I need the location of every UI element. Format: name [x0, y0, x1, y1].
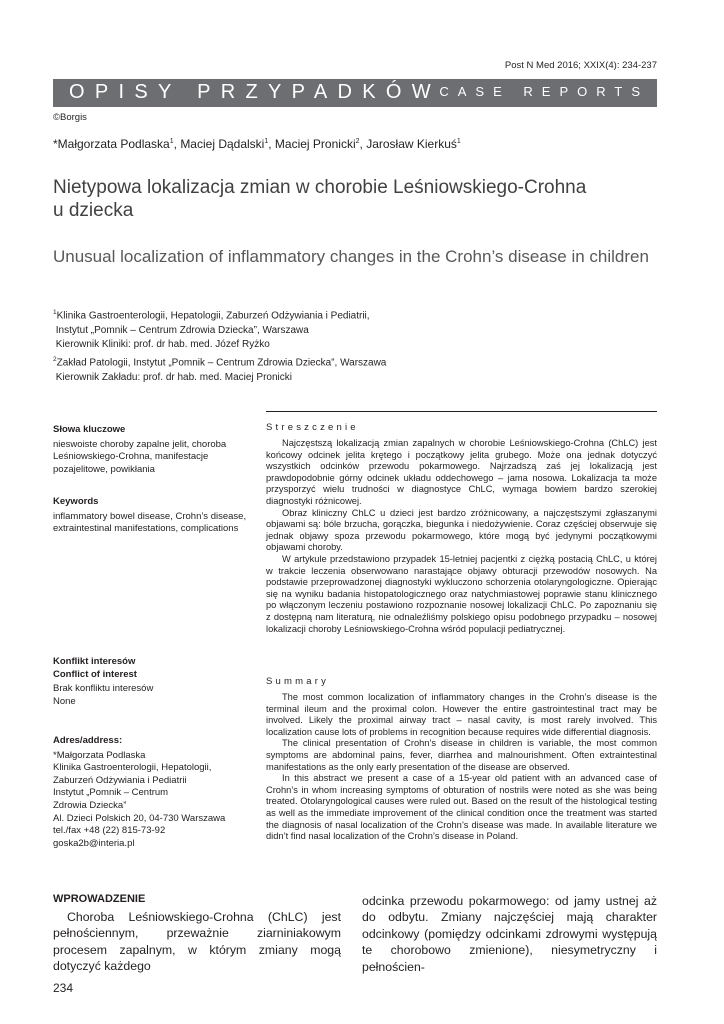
abstract-divider [266, 411, 657, 412]
email-address: goska2b@interia.pl [53, 837, 135, 849]
author-name: *Małgorzata Podlaska [53, 137, 170, 151]
address-heading: Adres/address: [53, 735, 123, 746]
abstract-paragraph: W artykule przedstawiono przypadek 15-letniej pacjentki z ciężką postacią ChLC, u której w trakcie leczenia obserwowano narastające objawy obturacji przewodów nosowych. Na podstawie przeprowadzonej diagnostyki wykluczono schorzenia otolaryngologiczne. Opierając się na wyniku badania histopatologicznego oraz natychmiastowej poprawie stanu klinicznego po włączonym leczeniu postawiono rozpoznanie nosowej lokalizacji ChLC. Po zapoznaniu się z dostępną nam literaturą, nie odnaleźliśmy polskiego opisu podobnego przypadku – nosowej lokalizacji choroby Leśniowskiego-Crohna wśród populacji pediatrycznej. [266, 553, 657, 634]
affiliation-line: Kierownik Kliniki: prof. dr hab. med. Józef Ryżko [55, 339, 270, 351]
summary-body [266, 692, 657, 843]
abstract-paragraph: The clinical presentation of Crohn’s disease in children is variable, the most common symptoms are abdominal pains, fever, diarrhea and malnourishment. Often extraintestinal manifestations as the only early presentation of the disease are observed. [266, 738, 657, 772]
article-title-en: Unusual localization of inflammatory changes in the Crohn’s disease in children [53, 247, 649, 266]
affiliations [53, 306, 386, 385]
conflict-text: None [53, 695, 76, 707]
affiliation-line: $^2$Zakład Patologii, Instytut „Pomnik – Centrum Zdrowia Dziecka”, Warszawa [53, 355, 387, 369]
abstract-paragraph: In this abstract we present a case of a 15-year old patient with an advanced case of Crohn’s in whom increasing symptoms of obturation of nostrils were noted as she was being treated. Otolaryngological causes were ruled out. Based on the result of the histological testing as well as the immediate improvement of the clinical condition once the treatment was started the diagnosis of nasal localization of the Crohn’s disease was made. In available literature we didn’t find nasal localization of the Crohn’s disease in Poland. [266, 773, 657, 842]
section-label-pl: OPISY PRZYPADKÓW [69, 81, 441, 103]
address-line: Klinika Gastroenterologii, Hepatologii, [53, 762, 212, 774]
conflict-heading-pl: Konflikt interesów [53, 656, 136, 667]
correspondence-address [53, 735, 253, 850]
title-pl-line: Nietypowa lokalizacja zmian w chorobie Leśniowskiego-Crohna [53, 177, 587, 198]
abstract-paragraph: Obraz kliniczny ChLC u dzieci jest bardzo zróżnicowany, a najczęstszymi zgłaszanymi objawami są: bóle brzucha, gorączka, biegunka i niedożywienie. Coraz częściej obserwuje się jednak objawy spoza przewodu pokarmowego, które mogą być jedynymi początkowymi objawami choroby. [266, 507, 657, 553]
affiliation-line: Kierownik Zakładu: prof. dr hab. med. Maciej Pronicki [55, 371, 292, 383]
journal-citation: Post N Med 2016; XXIX(4): 234-237 [504, 60, 657, 71]
address-line: Zaburzeń Odżywiania i Pediatrii [53, 774, 187, 786]
author-name: Jarosław Kierkuś [366, 137, 457, 151]
keywords-en-heading: Keywords [53, 496, 99, 507]
keywords-pl-text: nieswoiste choroby zapalne jelit, choroba Leśniowskiego-Crohna, manifestacje pozajelitowe, powikłania [53, 438, 227, 475]
introduction-text-right: odcinka przewodu pokarmowego: od jamy ustnej aż do odbytu. Zmiany najczęściej mają charakter odcinkowy (pomiędzy odcinkami zdrowymi występują te chorobowo zmienione), niesymetryczny i pełnościen- [362, 894, 657, 974]
copyright-notice: ©Borgis [53, 112, 87, 123]
author-name: Maciej Pronicki [274, 137, 356, 151]
conflict-text: Brak konfliktu interesów [53, 683, 154, 695]
keywords-pl-heading: Słowa kluczowe [53, 424, 126, 435]
streszczenie-heading: Streszczenie [266, 422, 359, 433]
address-line: Instytut „Pomnik – Centrum [53, 787, 169, 799]
affiliation-mark: 1 [53, 309, 57, 316]
abstract-paragraph: The most common localization of inflammatory changes in the Crohn’s disease is the terminal ileum and the proximal colon. However the entire gastrointestinal tract may be involved. Likely the proximal airway tract – nasal cavity, is most rarely involved. This localization cause lots of problems in recognition because requires wide differential diagnosis. [266, 692, 657, 737]
streszczenie-body [266, 438, 657, 635]
summary-heading: Summary [266, 676, 330, 687]
article-title-pl [53, 176, 613, 222]
address-line: *Małgorzata Podlaska [53, 749, 146, 761]
keywords-pl [53, 424, 253, 476]
conflict-heading-en: Conflict of interest [53, 668, 137, 680]
address-line: Zdrowia Dziecka” [53, 799, 127, 811]
title-pl-line: u dziecka [53, 200, 134, 221]
introduction-text-left: Choroba Leśniowskiego-Crohna (ChLC) jest pełnościennym, przeważnie ziarniniakowym procesem zapalnym, w którym zmiany mogą dotyczyć każdego [53, 910, 341, 974]
author-affiliation-mark: 1 [169, 138, 174, 145]
author-list: *Małgorzata Podlaska$^1$, Maciej Dądalski$^1$, Maciej Pronicki$^2$, Jarosław Kierkuś$^1$ [53, 137, 461, 151]
introduction-heading: WPROWADZENIE [53, 893, 146, 905]
keywords-en-text: inflammatory bowel disease, Crohn’s disease, extraintestinal manifestations, complications [53, 510, 247, 535]
author-affiliation-mark: 1 [264, 138, 269, 145]
keywords-en [53, 496, 253, 536]
abstract-paragraph: Najczęstszą lokalizacją zmian zapalnych w chorobie Leśniowskiego-Crohna (ChLC) jest końcowy odcinek jelita krętego i początkowy jelita grubego. Może ona jednak dotyczyć wszystkich odcinków przewodu pokarmowego. Najrzadszą zaś jej lokalizacją jest prawdopodobnie górny odcinek układu oddechowego – jama nosowa. Lokalizacja ta może przysporzyć wielu trudności w diagnostyce ChLC, wymaga bowiem bardzo szerokiej diagnostyki różnicowej. [266, 438, 657, 506]
author-affiliation-mark: 2 [355, 138, 360, 145]
affiliation-line: $^1$Klinika Gastroenterologii, Hepatologii, Zaburzeń Odżywiania i Pediatrii, [53, 309, 370, 322]
affiliation-mark: 2 [53, 355, 57, 363]
page-number: 234 [53, 981, 74, 995]
section-label-en: CASE REPORTS [439, 84, 649, 99]
conflict-of-interest [53, 656, 253, 708]
section-banner [53, 79, 657, 107]
affiliation-line: Instytut „Pomnik – Centrum Zdrowia Dziecka”, Warszawa [55, 324, 309, 336]
author-name: Maciej Dądalski [180, 137, 265, 151]
address-line: tel./fax +48 (22) 815-73-92 [53, 825, 166, 837]
author-affiliation-mark: 1 [456, 138, 461, 145]
address-line: Al. Dzieci Polskich 20, 04-730 Warszawa [53, 812, 226, 824]
